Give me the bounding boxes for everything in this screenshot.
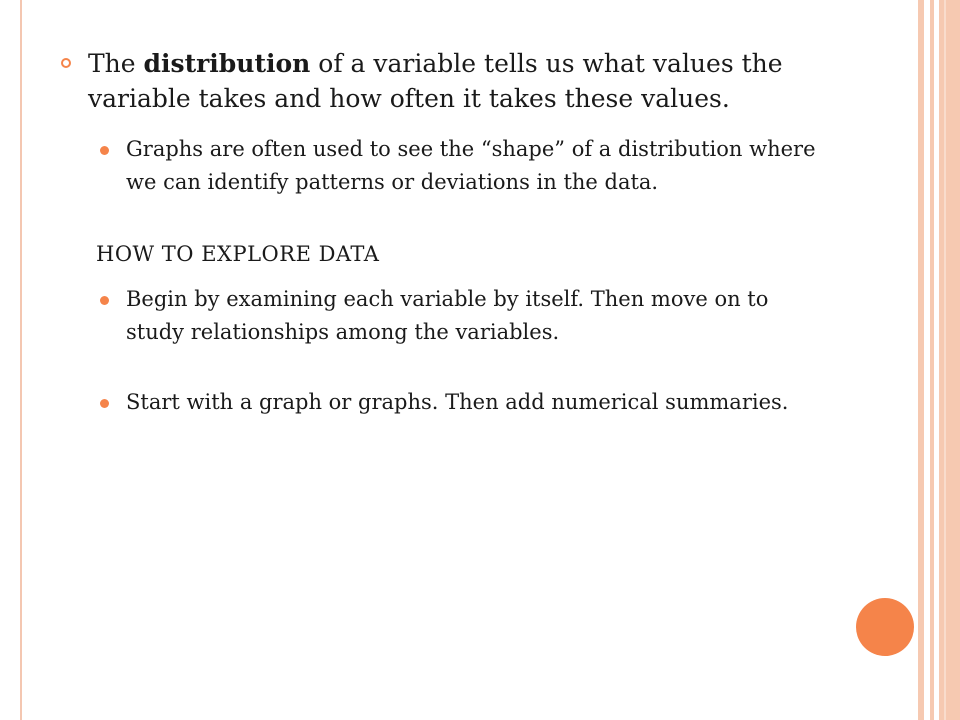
sub-bullet-begin-text: Begin by examining each variable by itself. Then move on to study relationships among the variables. <box>126 287 769 344</box>
main-bullet <box>60 46 820 116</box>
accent-circle-decoration <box>856 598 914 656</box>
sub-bullet-graphs <box>60 133 820 199</box>
sub-bullet-graphs-text: Graphs are often used to see the “shape” of a distribution where we can identify patterns or deviations in the data. <box>126 137 816 194</box>
slide-content <box>60 46 820 419</box>
distribution-term: distribution <box>143 49 311 78</box>
main-bullet-prefix: The <box>88 49 144 78</box>
sub-bullet-start-text: Start with a graph or graphs. Then add numerical summaries. <box>126 390 789 414</box>
dot-bullet-icon <box>100 296 109 305</box>
dot-bullet-icon <box>100 146 109 155</box>
main-bullet-suffix: of a variable tells us what values the variable takes and how often it takes these values. <box>88 49 783 113</box>
section-heading: HOW TO EXPLORE DATA <box>96 242 380 266</box>
right-stripe-highlight <box>944 0 946 720</box>
sub-bullet-begin <box>60 283 820 349</box>
left-frame-line <box>20 0 22 720</box>
right-stripe-band <box>939 0 960 720</box>
sub-bullet-start <box>60 386 820 419</box>
dot-bullet-icon <box>100 399 109 408</box>
ring-bullet-icon <box>61 58 71 68</box>
